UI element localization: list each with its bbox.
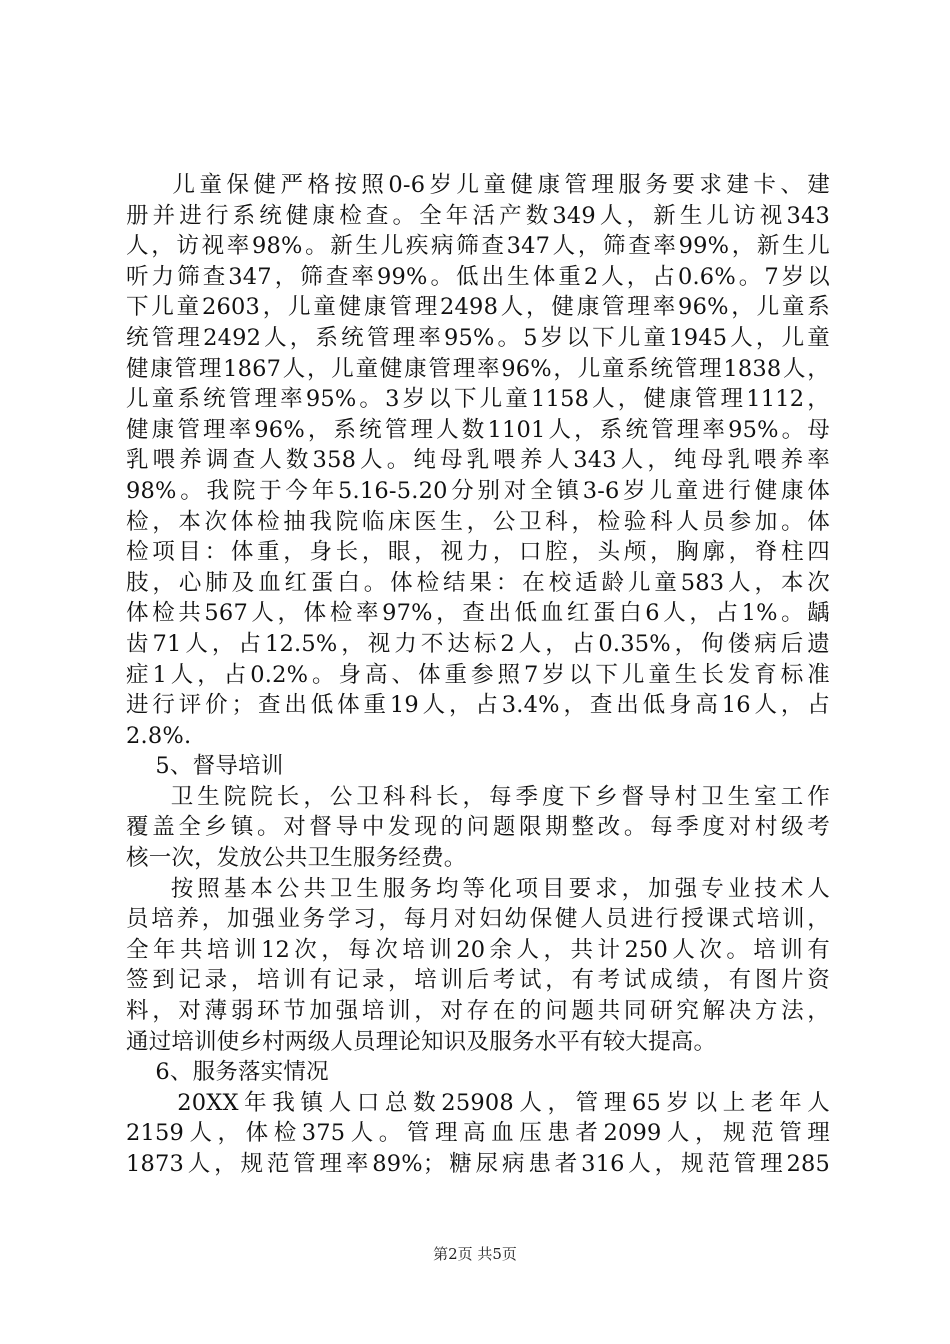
text-line: 卫生院院长，公卫科科长，每季度下乡督导村卫生室工作 bbox=[126, 783, 830, 810]
text-line: 签到记录，培训有记录，培训后考试，有考试成绩，有图片资 bbox=[126, 967, 830, 994]
text-line: 统管理2492人，系统管理率95%。5岁以下儿童1945人，儿童 bbox=[126, 324, 830, 351]
text-line: 覆盖全乡镇。对督导中发现的问题限期整改。每季度对村级考 bbox=[126, 814, 830, 841]
text-line: 听力筛查347，筛查率99%。低出生体重2人，占0.6%。7岁以 bbox=[126, 263, 830, 290]
text-line: 体检共567人，体检率97%，查出低血红蛋白6人，占1%。龋 bbox=[126, 600, 830, 627]
text-line: 乳喂养调查人数358人。纯母乳喂养人343人，纯母乳喂养率 bbox=[126, 447, 830, 474]
text-line: 症1人，占0.2%。身高、体重参照7岁以下儿童生长发育标准 bbox=[126, 661, 830, 688]
text-line: 按照基本公共卫生服务均等化项目要求，加强专业技术人 bbox=[126, 875, 830, 902]
text-line: 检项目：体重，身长，眼，视力，口腔，头颅，胸廓，脊柱四 bbox=[126, 539, 830, 566]
text-line: 儿童系统管理率95%。3岁以下儿童1158人，健康管理1112， bbox=[126, 386, 830, 413]
text-line: 儿童保健严格按照0-6岁儿童健康管理服务要求建卡、建 bbox=[126, 172, 830, 198]
text-line: 料，对薄弱环节加强培训，对存在的问题共同研究解决方法， bbox=[126, 998, 830, 1025]
text-line: 20XX年我镇人口总数25908人，管理65岁以上老年人 bbox=[126, 1089, 830, 1116]
text-line: 员培养，加强业务学习，每月对妇幼保健人员进行授课式培训， bbox=[126, 906, 830, 933]
text-line: 通过培训使乡村两级人员理论知识及服务水平有较大提高。 bbox=[126, 1028, 717, 1055]
page-number-footer: 第2页 共5页 bbox=[433, 1245, 517, 1263]
text-line: 核一次，发放公共卫生服务经费。 bbox=[126, 845, 467, 872]
text-line: 进行评价；查出低体重19人，占3.4%，查出低身高16人，占 bbox=[126, 692, 830, 719]
text-line: 肢，心肺及血红蛋白。体检结果：在校适龄儿童583人，本次 bbox=[126, 569, 830, 596]
text-line: 全年共培训12次，每次培训20余人，共计250人次。培训有 bbox=[126, 936, 830, 963]
text-line: 下儿童2603，儿童健康管理2498人，健康管理率96%，儿童系 bbox=[126, 294, 830, 321]
text-line: 册并进行系统健康检查。全年活产数349人，新生儿访视343 bbox=[126, 202, 830, 229]
text-line: 1873人，规范管理率89%；糖尿病患者316人，规范管理285 bbox=[126, 1151, 830, 1177]
text-line: 2.8%. bbox=[126, 722, 192, 749]
text-line: 98%。我院于今年5.16-5.20分别对全镇3-6岁儿童进行健康体 bbox=[126, 477, 830, 504]
text-line: 健康管理率96%，系统管理人数1101人，系统管理率95%。母 bbox=[126, 416, 830, 443]
text-line: 人，访视率98%。新生儿疾病筛查347人，筛查率99%，新生儿 bbox=[126, 233, 830, 260]
document-body bbox=[126, 170, 830, 1180]
text-line: 检，本次体检抽我院临床医生，公卫科，检验科人员参加。体 bbox=[126, 508, 830, 535]
section-heading: 5、督导培训 bbox=[126, 753, 284, 780]
text-line: 健康管理1867人，儿童健康管理率96%，儿童系统管理1838人， bbox=[126, 355, 830, 382]
section-heading: 6、服务落实情况 bbox=[126, 1059, 329, 1086]
text-line: 齿71人，占12.5%，视力不达标2人，占0.35%，佝偻病后遗 bbox=[126, 630, 830, 657]
text-line: 2159人，体检375人。管理高血压患者2099人，规范管理 bbox=[126, 1120, 830, 1147]
